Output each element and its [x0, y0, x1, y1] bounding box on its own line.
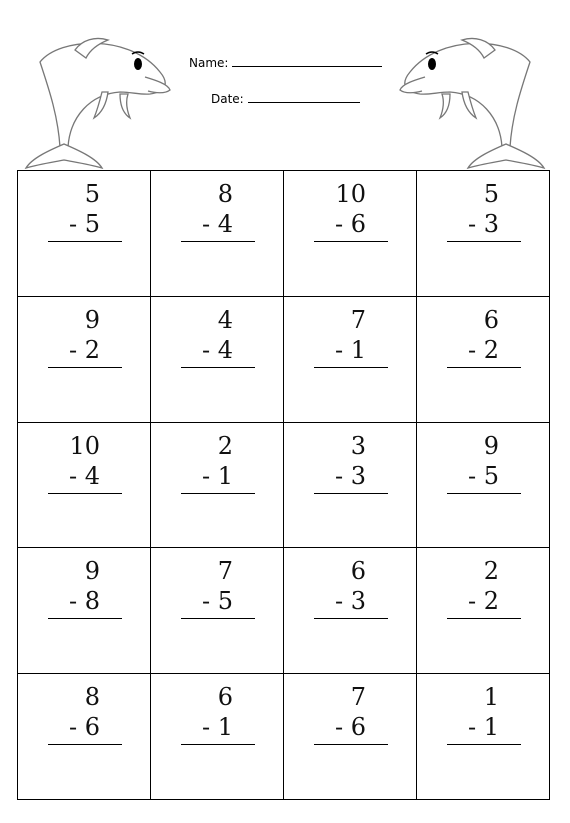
- subtraction-problem: [48, 431, 122, 494]
- subtrahend: - 2: [68, 335, 100, 364]
- problem-cell: [417, 674, 550, 800]
- answer-line[interactable]: [447, 241, 521, 242]
- minuend: 9: [84, 557, 100, 586]
- answer-line[interactable]: [314, 241, 388, 242]
- problem-cell: [151, 548, 284, 674]
- problem-cell: [18, 548, 151, 674]
- subtraction-problem: [48, 305, 122, 368]
- answer-line[interactable]: [314, 618, 388, 619]
- problem-cell: [18, 297, 151, 423]
- minuend: 7: [350, 305, 366, 334]
- problem-cell: [151, 674, 284, 800]
- subtraction-problem: [447, 556, 521, 619]
- date-label: Date:: [211, 92, 244, 106]
- subtraction-problem: [181, 682, 255, 745]
- problem-cell: [18, 674, 151, 800]
- subtrahend: - 1: [201, 461, 233, 490]
- minuend: 10: [69, 431, 100, 460]
- minuend: 9: [84, 305, 100, 334]
- minuend: 6: [217, 683, 233, 712]
- subtraction-problem: [314, 682, 388, 745]
- subtrahend: - 1: [334, 335, 366, 364]
- problem-cell: [284, 297, 417, 423]
- subtrahend: - 5: [68, 210, 100, 238]
- problem-cell: [284, 171, 417, 297]
- problem-cell: [284, 423, 417, 549]
- answer-line[interactable]: [314, 493, 388, 494]
- subtraction-problem: [314, 305, 388, 368]
- minuend: 5: [483, 180, 499, 208]
- subtraction-problem: [447, 682, 521, 745]
- dolphin-icon-right: [390, 22, 550, 172]
- subtraction-problem: [48, 179, 122, 242]
- subtrahend: - 5: [201, 587, 233, 616]
- minuend: 7: [350, 683, 366, 712]
- answer-line[interactable]: [314, 367, 388, 368]
- subtraction-problem: [314, 431, 388, 494]
- answer-line[interactable]: [48, 618, 122, 619]
- minuend: 8: [217, 180, 233, 208]
- problem-cell: [284, 548, 417, 674]
- minuend: 8: [84, 683, 100, 712]
- subtrahend: - 1: [467, 713, 499, 742]
- subtraction-problem: [48, 682, 122, 745]
- answer-line[interactable]: [181, 241, 255, 242]
- minuend: 3: [350, 431, 366, 460]
- answer-line[interactable]: [314, 744, 388, 745]
- name-input-line[interactable]: [232, 55, 382, 67]
- minuend: 2: [217, 431, 233, 460]
- answer-line[interactable]: [48, 241, 122, 242]
- problem-cell: [417, 297, 550, 423]
- minuend: 9: [483, 431, 499, 460]
- subtrahend: - 6: [334, 210, 366, 238]
- subtraction-problem: [447, 179, 521, 242]
- subtrahend: - 4: [201, 210, 233, 238]
- name-field[interactable]: [189, 55, 382, 70]
- subtraction-problem: [314, 556, 388, 619]
- answer-line[interactable]: [181, 618, 255, 619]
- subtraction-problem: [447, 305, 521, 368]
- minuend: 7: [217, 557, 233, 586]
- subtrahend: - 4: [68, 461, 100, 490]
- subtrahend: - 8: [68, 587, 100, 616]
- minuend: 10: [335, 180, 366, 208]
- answer-line[interactable]: [447, 493, 521, 494]
- subtrahend: - 1: [201, 713, 233, 742]
- subtrahend: - 6: [334, 713, 366, 742]
- subtrahend: - 3: [334, 461, 366, 490]
- problem-cell: [417, 423, 550, 549]
- problem-cell: [151, 171, 284, 297]
- subtraction-problem: [181, 431, 255, 494]
- subtraction-problem: [181, 179, 255, 242]
- problem-cell: [284, 674, 417, 800]
- minuend: 6: [483, 305, 499, 334]
- subtrahend: - 2: [467, 335, 499, 364]
- answer-line[interactable]: [181, 744, 255, 745]
- answer-line[interactable]: [447, 618, 521, 619]
- minuend: 5: [84, 180, 100, 208]
- minuend: 4: [217, 305, 233, 334]
- problem-cell: [18, 423, 151, 549]
- problem-grid: [17, 170, 550, 800]
- dolphin-icon-left: [20, 22, 180, 172]
- problem-cell: [18, 171, 151, 297]
- problem-cell: [151, 297, 284, 423]
- answer-line[interactable]: [181, 493, 255, 494]
- subtrahend: - 3: [467, 210, 499, 238]
- answer-line[interactable]: [181, 367, 255, 368]
- date-input-line[interactable]: [248, 91, 360, 103]
- answer-line[interactable]: [48, 744, 122, 745]
- minuend: 6: [350, 557, 366, 586]
- subtraction-problem: [48, 556, 122, 619]
- subtraction-problem: [181, 556, 255, 619]
- problem-cell: [417, 548, 550, 674]
- subtrahend: - 4: [201, 335, 233, 364]
- problem-cell: [151, 423, 284, 549]
- subtrahend: - 3: [334, 587, 366, 616]
- minuend: 1: [483, 683, 499, 712]
- subtraction-problem: [181, 305, 255, 368]
- problem-cell: [417, 171, 550, 297]
- subtrahend: - 5: [467, 461, 499, 490]
- answer-line[interactable]: [447, 367, 521, 368]
- date-field[interactable]: [211, 91, 360, 106]
- answer-line[interactable]: [48, 367, 122, 368]
- subtrahend: - 6: [68, 713, 100, 742]
- subtrahend: - 2: [467, 587, 499, 616]
- answer-line[interactable]: [48, 493, 122, 494]
- answer-line[interactable]: [447, 744, 521, 745]
- minuend: 2: [483, 557, 499, 586]
- subtraction-problem: [447, 431, 521, 494]
- name-label: Name:: [189, 56, 229, 70]
- subtraction-problem: [314, 179, 388, 242]
